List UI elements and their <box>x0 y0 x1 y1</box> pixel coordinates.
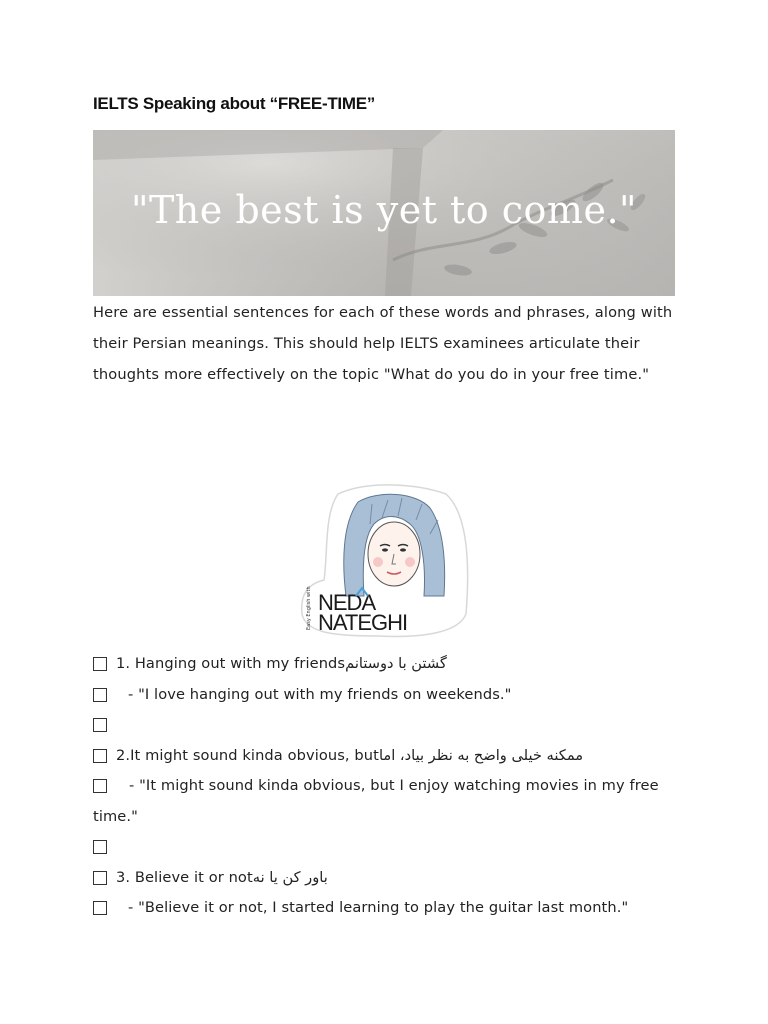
intro-paragraph: Here are essential sentences for each of these words and phrases, along with their Persian meanings. This should help IELTS examinees articulate their thoughts more effectively on the topic "What do you do in your free time." <box>93 304 673 383</box>
item-english: - "Believe it or not, I started learning to play the guitar last month." <box>128 899 629 916</box>
list-item <box>93 832 683 863</box>
list-item <box>93 680 683 711</box>
page-title: IELTS Speaking about “FREE-TIME” <box>93 94 375 113</box>
checkbox[interactable] <box>93 718 107 732</box>
checkbox[interactable] <box>93 779 107 793</box>
checkbox[interactable] <box>93 749 107 763</box>
checkbox[interactable] <box>93 871 107 885</box>
neda-nateghi-logo <box>298 484 474 640</box>
list-item <box>93 893 683 924</box>
item-persian: باور کن یا نه <box>252 868 328 886</box>
checkbox[interactable] <box>93 901 107 915</box>
logo-name-neda: NEDA <box>318 590 376 615</box>
list-item <box>93 741 683 772</box>
checkbox[interactable] <box>93 840 107 854</box>
logo-name-nateghi: NATEGHI <box>318 610 408 635</box>
checkbox[interactable] <box>93 688 107 702</box>
item-english: - "It might sound kinda obvious, but I enjoy watching movies in my free time." <box>93 777 659 825</box>
banner-quote-text: "The best is yet to come." <box>130 188 638 232</box>
quote-banner <box>93 130 675 296</box>
item-english: 3. Believe it or not <box>116 868 253 886</box>
list-item <box>93 710 683 741</box>
item-english: - "I love hanging out with my friends on weekends." <box>128 685 512 703</box>
phrase-checklist <box>93 649 683 924</box>
item-english: 1. Hanging out with my friends <box>116 655 346 672</box>
checkbox[interactable] <box>93 657 107 671</box>
item-persian: گشتن با دوستانم <box>345 655 447 672</box>
list-item <box>93 649 683 680</box>
item-persian: ممکنه خیلی واضح به نظر بیاد، اما <box>378 746 584 764</box>
item-english: 2.It might sound kinda obvious, but <box>116 746 379 764</box>
list-item <box>93 771 683 832</box>
document-page <box>93 0 675 1024</box>
logo-tagline: Easy English with <box>306 586 312 630</box>
list-item <box>93 863 683 894</box>
